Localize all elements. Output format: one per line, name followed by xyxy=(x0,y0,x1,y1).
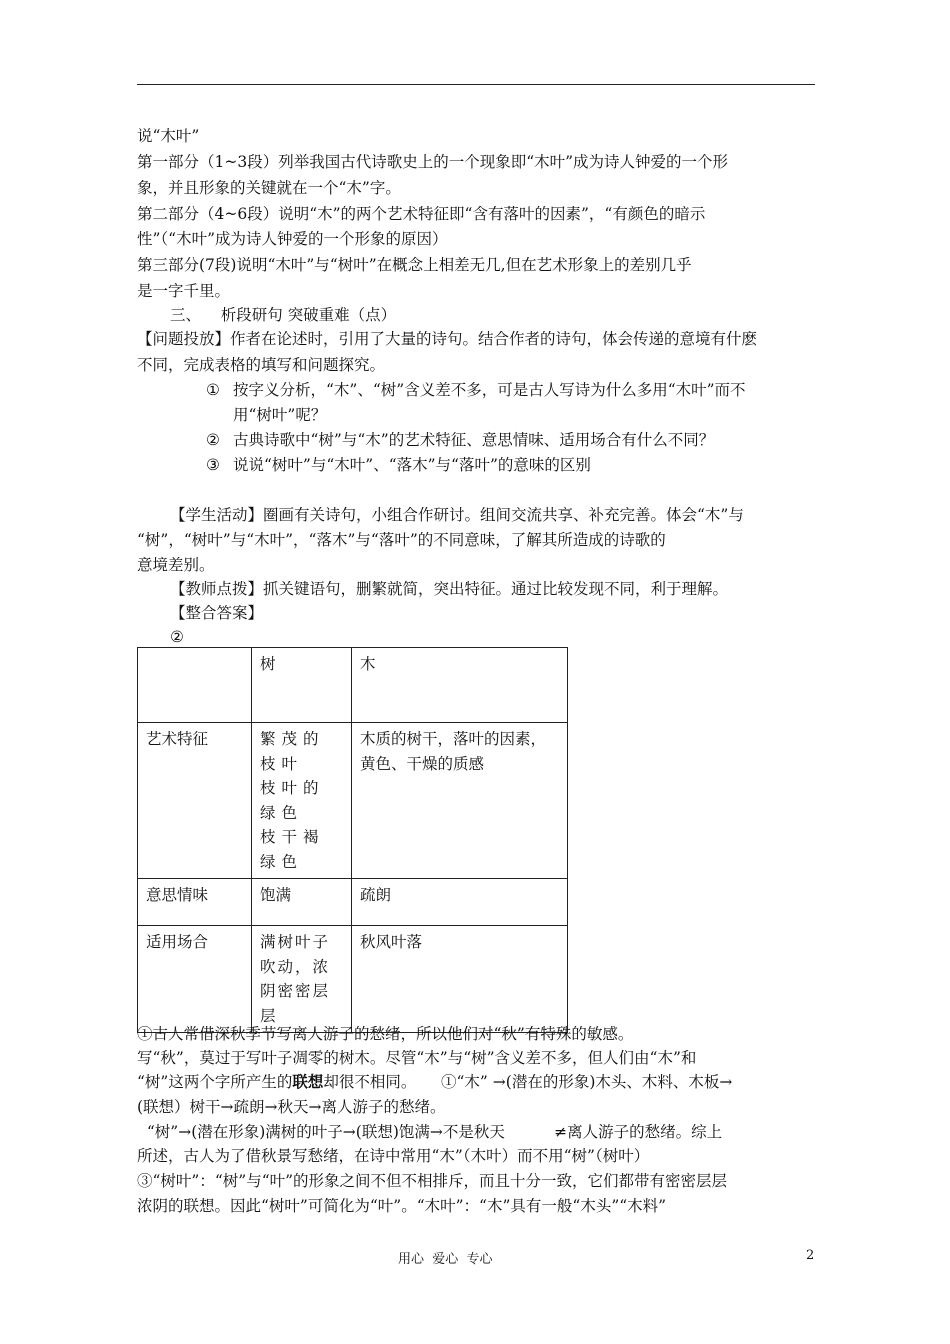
question-intro-line2: 不同，完成表格的填写和问题探究。 xyxy=(137,356,386,374)
tree-art-feature-1: 繁茂的枝叶 xyxy=(260,730,325,773)
tree-art-feature-2: 枝叶的绿色 xyxy=(260,779,325,822)
answer-line1: ①古人常借深秋季节写离人游子的愁绪，所以他们对“秋”有特殊的敏感。 xyxy=(137,1025,634,1043)
part-two-line2: 性”（“木叶”成为诗人钟爱的一个形象的原因） xyxy=(137,230,448,248)
header-rule xyxy=(137,84,815,85)
table-cell: 满树叶子吹动，浓阴密密层层 xyxy=(252,926,352,1033)
question-intro-line1: 【问题投放】作者在论述时，引用了大量的诗句。结合作者的诗句，体会传递的意境有什麽 xyxy=(137,330,758,348)
answer-line2: 写“秋”，莫过于写叶子凋零的树木。尽管“木”与“树”含义差不多，但人们由“木”和 xyxy=(137,1049,697,1067)
answer-number-2: ② xyxy=(170,628,184,646)
table-row xyxy=(138,723,568,879)
answer-line3 xyxy=(137,1070,817,1094)
answer-line3-start: “树”这两个字所产生的 xyxy=(137,1073,293,1091)
integrated-answer-heading: 【整合答案】 xyxy=(170,604,264,622)
answer-line4: (联想）树干→疏朗→秋天→离人游子的愁绪。 xyxy=(137,1098,446,1116)
table-row xyxy=(138,879,568,926)
part-one-line1: 第一部分（1~3段）列举我国古代诗歌史上的一个现象即“木叶”成为诗人钟爱的一个形 xyxy=(137,153,729,171)
comparison-table xyxy=(137,647,568,1033)
answer-line3-end: 却很不相同。 ①“木” →(潜在的形象)木头、木料、木板→ xyxy=(323,1073,733,1091)
student-activity-line2: “树”，“树叶”与“木叶”，“落木”与“落叶”的不同意味，了解其所造成的诗歌的 xyxy=(137,531,666,549)
table-cell: 疏朗 xyxy=(352,879,568,926)
table-cell: 木质的树干，落叶的因素，黄色、干燥的质感 xyxy=(352,723,568,879)
table-cell-empty xyxy=(138,648,252,723)
answer-line5: “树”→(潜在形象)满树的叶子→(联想)饱满→不是秋天 ≠离人游子的愁绪。综上 xyxy=(137,1123,723,1141)
teacher-guidance: 【教师点拨】抓关键语句，删繁就简，突出特征。通过比较发现不同，利于理解。 xyxy=(170,580,729,598)
tree-art-feature-3: 枝干褐绿色 xyxy=(260,828,325,871)
part-three-line1: 第三部分(7段)说明“木叶”与“树叶”在概念上相差无几,但在艺术形象上的差别几乎 xyxy=(137,256,692,274)
section-three-heading: 三、 析段研句 突破重难（点） xyxy=(170,306,397,324)
answer-line7: ③“树叶”：“树”与“叶”的形象之间不但不相排斥，而且十分一致，它们都带有密密层层 xyxy=(137,1172,728,1190)
table-header-row xyxy=(138,648,568,723)
question-1-line2: 用“树叶”呢？ xyxy=(233,406,327,424)
part-three-line2: 是一字千里。 xyxy=(137,282,231,300)
table-row-label: 意思情味 xyxy=(138,879,252,926)
section-title: 说“木叶” xyxy=(137,127,200,145)
question-1-line1: 按字义分析，“木”、“树”含义差不多，可是古人写诗为什么多用“木叶”而不 xyxy=(233,381,746,399)
bold-term-association: 联想 xyxy=(292,1072,324,1091)
part-one-line2: 象，并且形象的关键就在一个“木”字。 xyxy=(137,179,401,197)
student-activity-line1: 【学生活动】圈画有关诗句，小组合作研讨。组间交流共享、补充完善。体会“木”与 xyxy=(170,506,744,524)
page-number: 2 xyxy=(806,1248,815,1263)
part-two-line1: 第二部分（4~6段）说明“木”的两个艺术特征即“含有落叶的因素”，“有颜色的暗示 xyxy=(137,205,706,223)
table-row xyxy=(138,926,568,1033)
footer-motto: 用心 爱心 专心 xyxy=(398,1252,493,1267)
answer-line6: 所述，古人为了借秋景写愁绪，在诗中常用“木”（木叶）而不用“树”（树叶） xyxy=(137,1147,650,1165)
question-number-3: ③ xyxy=(206,456,220,474)
table-cell: 秋风叶落 xyxy=(352,926,568,1033)
table-header-tree: 树 xyxy=(252,648,352,723)
question-3: 说说“树叶”与“木叶”、“落木”与“落叶”的意味的区别 xyxy=(233,456,591,474)
answer-line8: 浓阴的联想。因此“树叶”可简化为“叶”。“木叶”：“木”具有一般“木头”“木料” xyxy=(137,1197,667,1215)
question-number-1: ① xyxy=(206,381,220,399)
table-row-label: 艺术特征 xyxy=(138,723,252,879)
question-number-2: ② xyxy=(206,431,220,449)
table-cell xyxy=(252,723,352,879)
table-header-wood: 木 xyxy=(352,648,568,723)
table-row-label: 适用场合 xyxy=(138,926,252,1033)
table-cell: 饱满 xyxy=(252,879,352,926)
question-2: 古典诗歌中“树”与“木”的艺术特征、意思情味、适用场合有什么不同？ xyxy=(233,431,715,449)
student-activity-line3: 意境差别。 xyxy=(137,556,215,574)
